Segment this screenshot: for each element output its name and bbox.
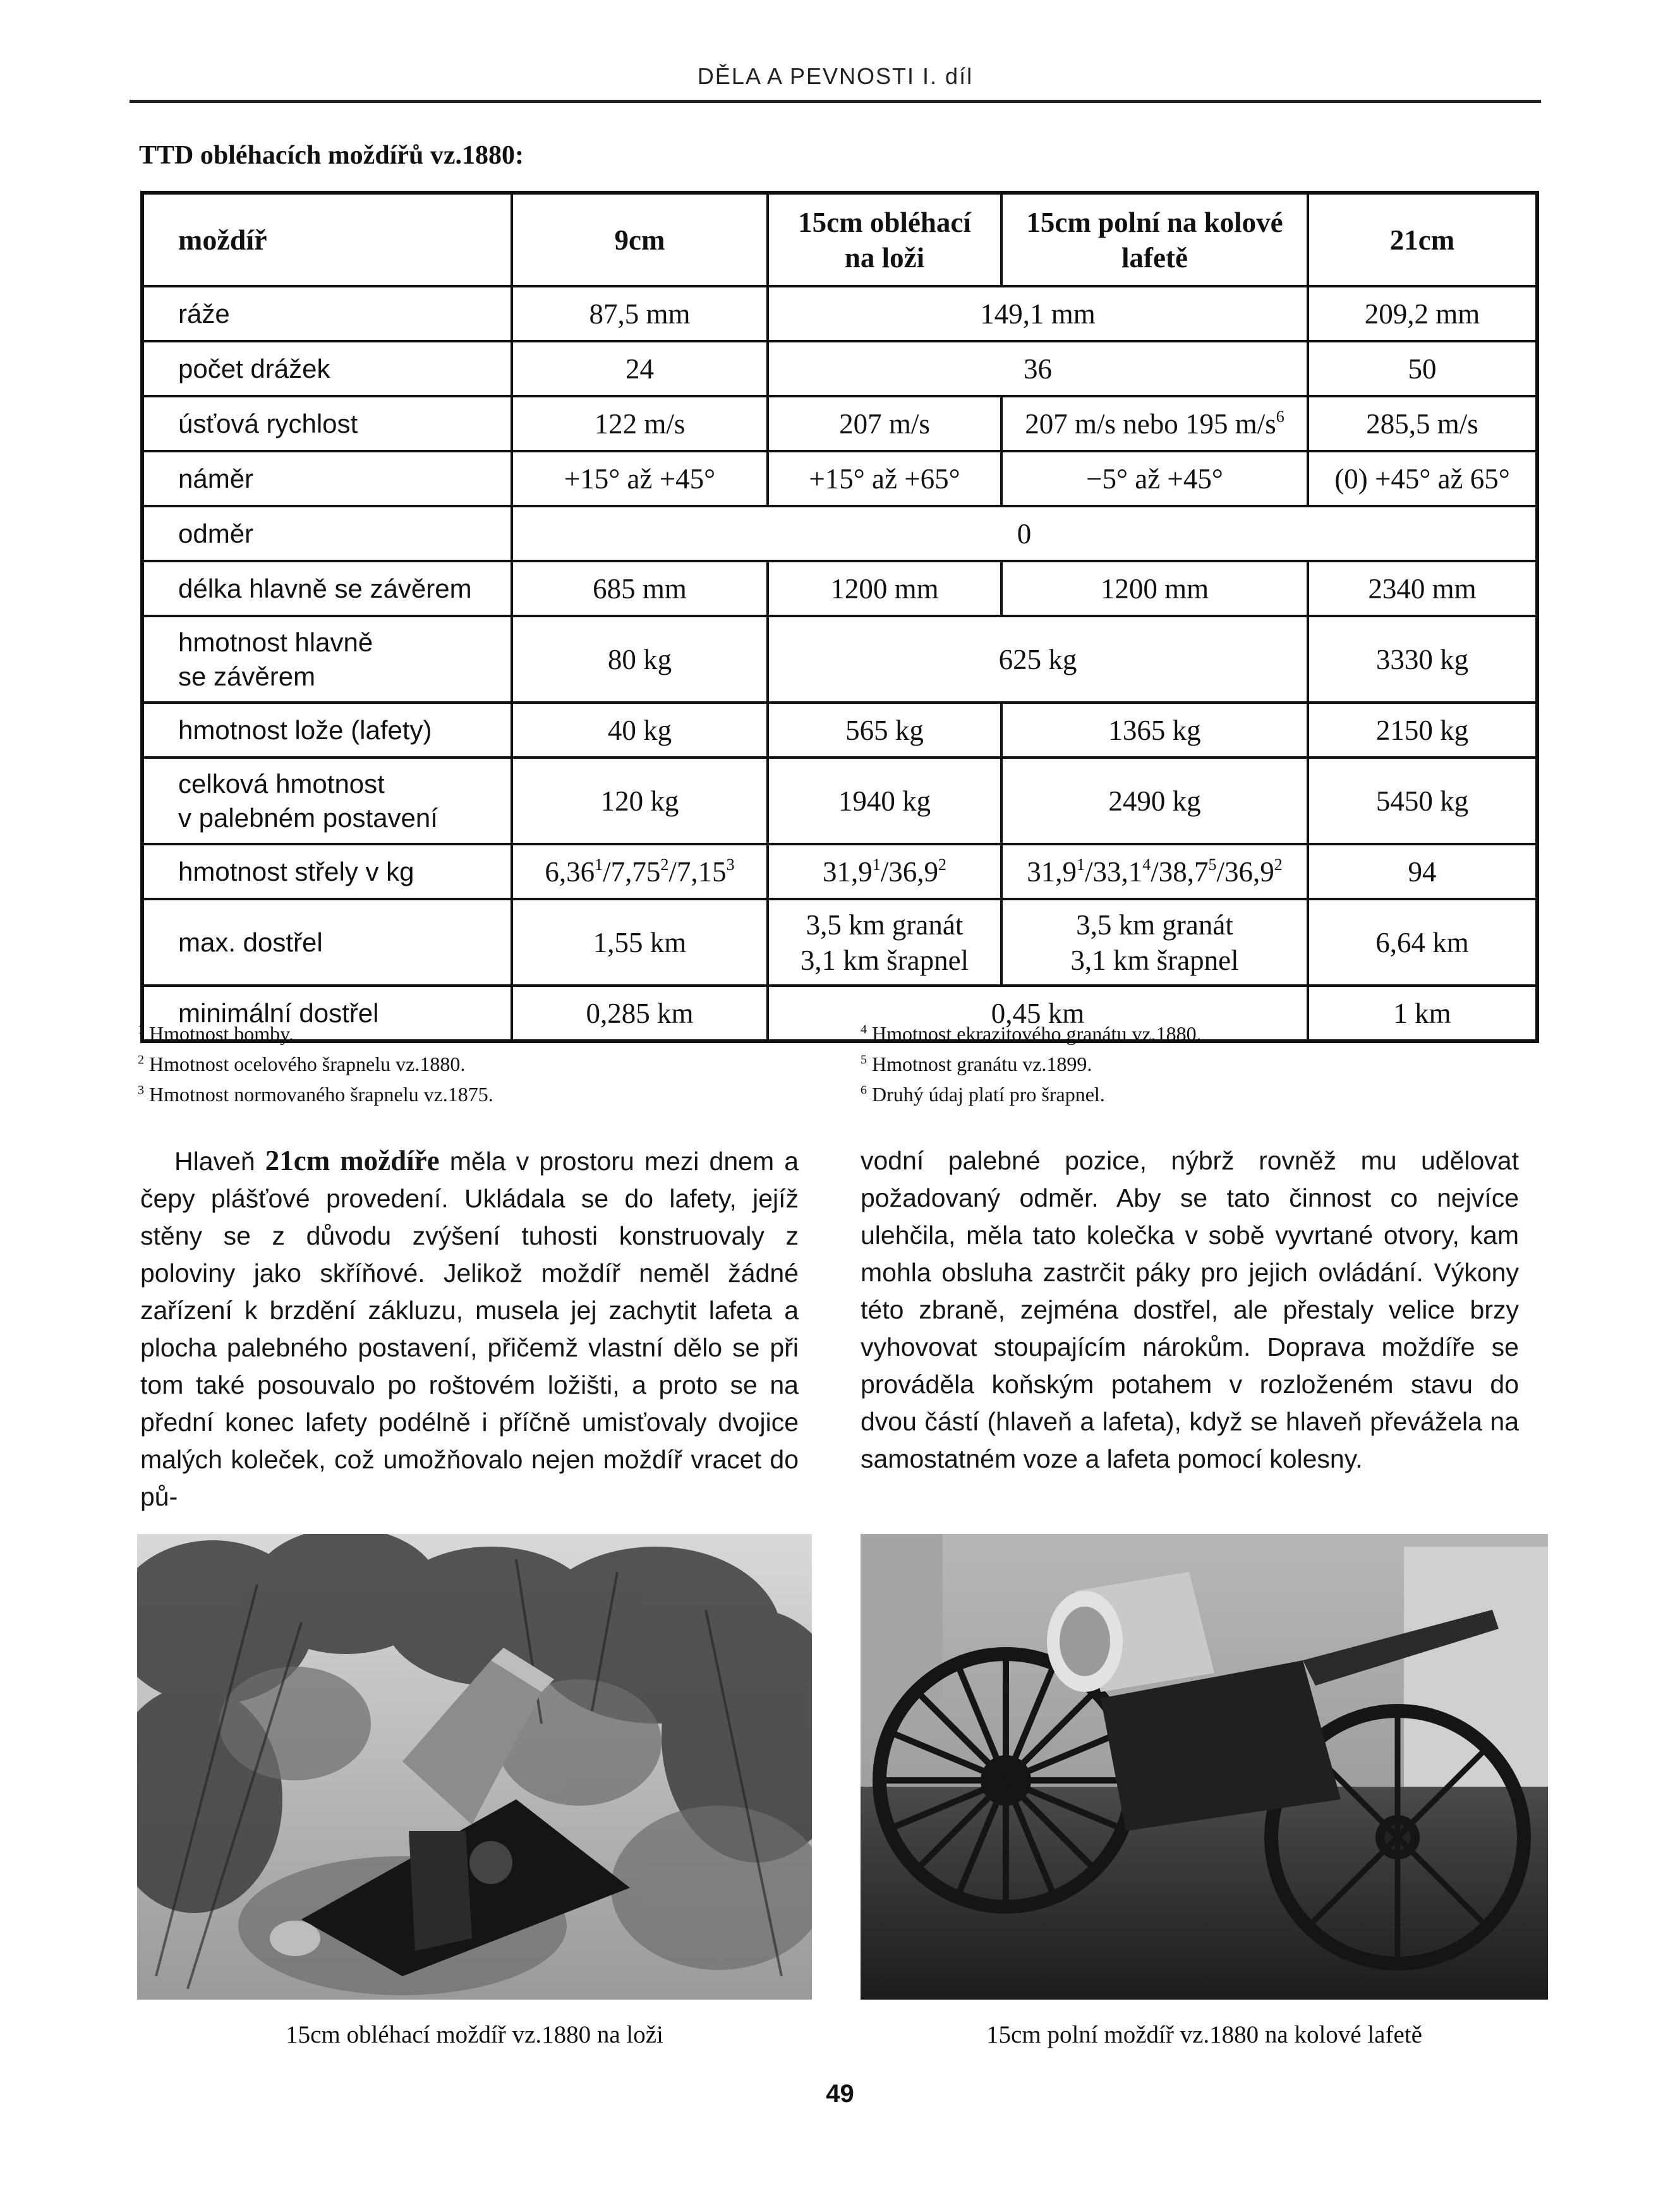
table-cell: +15° až +65° xyxy=(768,451,1001,506)
table-cell: 207 m/s xyxy=(768,396,1001,451)
footnote: $^3$ Hmotnost normovaného šrapnelu vz.1875. xyxy=(138,1083,493,1106)
table-cell: 285,5 m/s xyxy=(1308,396,1537,451)
table-cell: 50 xyxy=(1308,341,1537,396)
row-label: max. dostřel xyxy=(142,899,512,986)
row-label: počet drážek xyxy=(142,341,512,396)
table-cell: +15° až +45° xyxy=(512,451,768,506)
table-cell: 87,5 mm xyxy=(512,286,768,341)
table-cell: 685 mm xyxy=(512,561,768,616)
table-cell: 3,5 km granát 3,1 km šrapnel xyxy=(1001,899,1308,986)
table-row xyxy=(142,616,1537,703)
table-cell: 36 xyxy=(768,341,1308,396)
table-cell: 565 kg xyxy=(768,703,1001,758)
table-cell: 149,1 mm xyxy=(768,286,1308,341)
header-9cm: 9cm xyxy=(512,193,768,286)
table-cell: 625 kg xyxy=(768,616,1308,703)
footnotes-left xyxy=(138,1018,493,1109)
table-cell: −5° až +45° xyxy=(1001,451,1308,506)
table-cell: 1940 kg xyxy=(768,758,1001,844)
table-row xyxy=(142,561,1537,616)
table-cell: 80 kg xyxy=(512,616,768,703)
table-cell: 6,36$^1$/7,75$^2$/7,15$^3$ xyxy=(512,844,768,899)
caption-left: 15cm obléhací moždíř vz.1880 na loži xyxy=(286,2021,663,2048)
table-cell: 122 m/s xyxy=(512,396,768,451)
footnote: $^1$ Hmotnost bomby. xyxy=(138,1022,294,1045)
table-cell: 0,45 km xyxy=(768,986,1308,1041)
footnotes-right xyxy=(861,1018,1202,1109)
header-15cm-field: 15cm polní na kolové lafetě xyxy=(1001,193,1308,286)
page-number: 49 xyxy=(826,2080,854,2108)
table-row xyxy=(142,341,1537,396)
table-cell: 0 xyxy=(512,506,1537,561)
table-cell: 6,64 km xyxy=(1308,899,1537,986)
table-row xyxy=(142,286,1537,341)
table-cell: 24 xyxy=(512,341,768,396)
table-header-row xyxy=(142,193,1537,286)
row-label: odměr xyxy=(142,506,512,561)
row-label: ráže xyxy=(142,286,512,341)
footnote: $^2$ Hmotnost ocelového šrapnelu vz.1880. xyxy=(138,1053,466,1075)
table-cell: 94 xyxy=(1308,844,1537,899)
specs-table xyxy=(140,191,1539,1043)
running-head: DĚLA A PEVNOSTI I. díl xyxy=(697,63,974,89)
table-cell: 1365 kg xyxy=(1001,703,1308,758)
photo-field-mortar xyxy=(861,1534,1548,2000)
table-row xyxy=(142,758,1537,844)
header-21cm: 21cm xyxy=(1308,193,1537,286)
table-cell: 5450 kg xyxy=(1308,758,1537,844)
header-15cm-siege: 15cm obléhací na loži xyxy=(768,193,1001,286)
row-label: hmotnost střely v kg xyxy=(142,844,512,899)
table-cell: 1,55 km xyxy=(512,899,768,986)
header-label: moždíř xyxy=(142,193,512,286)
table-cell: 207 m/s nebo 195 $m/s^6$ xyxy=(1001,396,1308,451)
table-cell: 1200 mm xyxy=(1001,561,1308,616)
row-label: hmotnost lože (lafety) xyxy=(142,703,512,758)
table-cell: 1 km xyxy=(1308,986,1537,1041)
table-row xyxy=(142,899,1537,986)
footnote: $^6$ Druhý údaj platí pro šrapnel. xyxy=(861,1083,1105,1106)
table-cell: 2150 kg xyxy=(1308,703,1537,758)
table-title: TTD obléhacích moždířů vz.1880: xyxy=(139,141,524,170)
row-label: náměr xyxy=(142,451,512,506)
table-cell: 3,5 km granát 3,1 km šrapnel xyxy=(768,899,1001,986)
table-cell: 209,2 mm xyxy=(1308,286,1537,341)
table-cell: 2340 mm xyxy=(1308,561,1537,616)
table-cell: 31,9$^1$/33,1$^4$/38,7$^5$/36,9$^2$ xyxy=(1001,844,1308,899)
table-cell: 31,9$^1$/36,9$^2$ xyxy=(768,844,1001,899)
table-row xyxy=(142,703,1537,758)
table-cell: 3330 kg xyxy=(1308,616,1537,703)
row-label: délka hlavně se závěrem xyxy=(142,561,512,616)
row-label: hmotnost hlavně se závěrem xyxy=(142,616,512,703)
body-column-left: Hlaveň 21cm moždíře měla v prostoru mezi dnem a čepy plášťové provedení. Ukládala se do lafety, jejíž stěny se z důvodu zvýšení tuhosti konstruovaly z poloviny jako skříňové. Jelikož moždíř neměl žádné zařízení k brzdění zákluzu, musela jej zachytit lafeta a plocha palebného postavení, přičemž vlastní dělo se při tom také posouvalo po roštovém ložišti, a proto se na přední konec lafety podélně i příčně umisťovaly dvojice malých koleček, což umožňovalo nejen moždíř vracet do pů- xyxy=(140,1145,799,1511)
row-label: minimální dostřel xyxy=(142,986,512,1041)
table-cell: 2490 kg xyxy=(1001,758,1308,844)
photo-siege-mortar xyxy=(137,1534,812,2000)
body-column-right: vodní palebné pozice, nýbrž rovněž mu udělovat požadovaný odměr. Aby se tato činnost co nejvíce ulehčila, měla tato kolečka v sobě vyvrtané otvory, kam mohla obsluha zastrčit páky pro jejich ovládání. Výkony této zbraně, zejména dostřel, ale přestaly velice brzy vyhovovat stoupajícím nárokům. Doprava moždíře se prováděla koňským potahem v rozloženém stavu do dvou částí (hlaveň a lafeta), když se hlaveň převážela na samostatném voze a lafeta pomocí kolesny. xyxy=(861,1146,1519,1473)
header-rule xyxy=(130,100,1541,103)
caption-right: 15cm polní moždíř vz.1880 na kolové lafetě xyxy=(986,2021,1422,2048)
row-label: úsťová rychlost xyxy=(142,396,512,451)
table-cell: 40 kg xyxy=(512,703,768,758)
table-cell: 0,285 km xyxy=(512,986,768,1041)
body-bold-term: 21cm moždíře xyxy=(265,1145,440,1176)
table-row xyxy=(142,396,1537,451)
table-row xyxy=(142,451,1537,506)
table-row xyxy=(142,844,1537,899)
table-cell: 120 kg xyxy=(512,758,768,844)
row-label: celková hmotnost v palebném postavení xyxy=(142,758,512,844)
table-row xyxy=(142,506,1537,561)
footnote: $^4$ Hmotnost ekrazitového granátu vz.1880. xyxy=(861,1022,1202,1045)
table-cell: 1200 mm xyxy=(768,561,1001,616)
table-cell: (0) +45° až 65° xyxy=(1308,451,1537,506)
footnote: $^5$ Hmotnost granátu vz.1899. xyxy=(861,1053,1092,1075)
